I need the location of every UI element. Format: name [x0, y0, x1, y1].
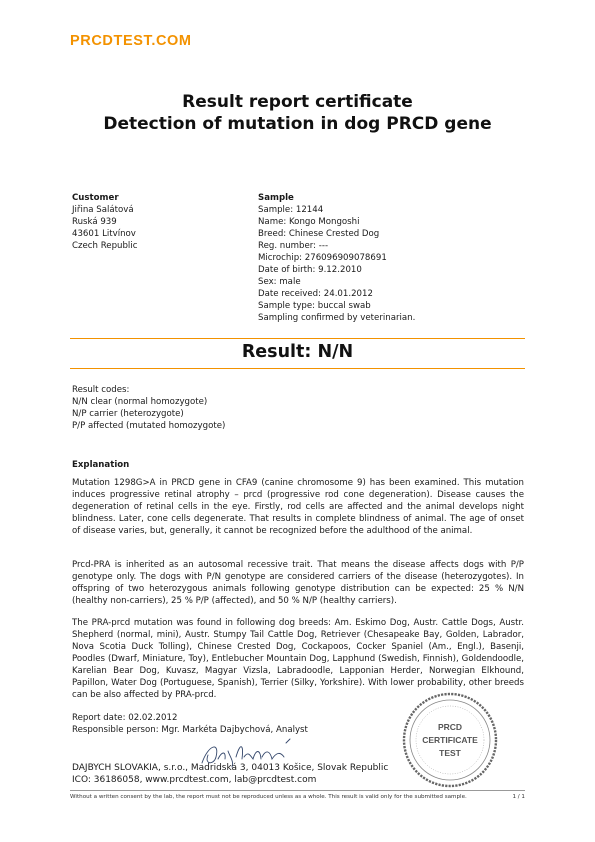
- code-np: N/P carrier (heterozygote): [72, 409, 184, 419]
- customer-street: Ruská 939: [72, 217, 117, 227]
- certificate-stamp: [402, 692, 498, 788]
- stamp-line-2: CERTIFICATE: [422, 735, 478, 745]
- sample-number: Sample: 12144: [258, 205, 324, 215]
- sample-date-of-birth: Date of birth: 9.12.2010: [258, 265, 362, 275]
- sample-label: Sample: [258, 193, 294, 203]
- report-info: [72, 712, 308, 736]
- stamp-line-3: TEST: [439, 748, 461, 758]
- sample-block: [258, 192, 415, 324]
- sample-sex: Sex: male: [258, 277, 301, 287]
- explanation-heading: Explanation: [72, 460, 130, 470]
- explanation-paragraph-1: Mutation 1298G>A in PRCD gene in CFA9 (canine chromosome 9) has been examined. This mutation induces progressive retinal atrophy – prcd (progressive rod cone degeneration). Disease causes the degeneration of retinal cells in the eye. Firstly, rod cells are affected and the animal develops night blindness. Later, cone cells degenerate. That results in complete blindness of animal. The age of onset of disease varies, but, generally, it cannot be recognized before the adulthood of the animal.: [72, 478, 524, 536]
- footer-note: Without a written consent by the lab, the report must not be reproduced unless as a whole. This result is valid only for the submitted sample.: [70, 794, 467, 800]
- sample-microchip: Microchip: 276096909078691: [258, 253, 387, 263]
- code-pp: P/P affected (mutated homozygote): [72, 421, 226, 431]
- customer-block: [72, 192, 137, 252]
- sample-date-received: Date received: 24.01.2012: [258, 289, 373, 299]
- explanation-paragraph-3: The PRA-prcd mutation was found in following dog breeds: Am. Eskimo Dog, Austr. Cattle Dogs, Austr. Shepherd (normal, mini), Austr. Stumpy Tail Cattle Dog, Retriever (Chesapeake Bay, Golden, Labrador, Nova Scotia Duck Tolling), Chinese Crested Dog, Cockapoos, Cocker Spaniel (Am., Engl.), Basenji, Poodles (Dwarf, Miniature, Toy), Entlebucher Mountain Dog, Lapphund (Swedish, Finnish), Goldendoodle, Karelian Bear Dog, Kuvasz, Magyar Vizsla, Labradoodle, Lapponian Herder, Norwegian Elkhound, Papillon, Water Dog (Portuguese, Spanish), Terrier (Silky, Yorkshire). With lower probability, other breeds can be also affected by PRA-prcd.: [72, 618, 524, 700]
- sample-confirmation: Sampling confirmed by veterinarian.: [258, 313, 416, 323]
- stamp-line-1: PRCD: [437, 722, 463, 732]
- page-number: 1 / 1: [512, 794, 525, 800]
- page-title: Result report certificate: [182, 92, 413, 112]
- result-codes-heading: Result codes:: [72, 385, 130, 395]
- customer-country: Czech Republic: [72, 241, 138, 251]
- sample-breed: Breed: Chinese Crested Dog: [258, 229, 380, 239]
- result-divider-bottom: [70, 368, 525, 369]
- explanation-paragraph-2: Prcd-PRA is inherited as an autosomal recessive trait. That means the disease affects dogs with P/P genotype only. The dogs with P/N genotype are considered carriers of the disease (heterozygotes). In offspring of two heterozygous animals following genotype distribution can be expected: 25 % N/N (healthy non-carriers), 25 % P/P (affected), and 50 % N/P (healthy carriers).: [72, 560, 524, 606]
- report-date: Report date: 02.02.2012: [72, 713, 178, 723]
- company-contact: ICO: 36186058, www.prcdtest.com, lab@prcdtest.com: [72, 775, 317, 785]
- responsible-person: Responsible person: Mgr. Markéta Dajbychová, Analyst: [72, 725, 308, 735]
- sample-reg-number: Reg. number: ---: [258, 241, 329, 251]
- sample-name: Name: Kongo Mongoshi: [258, 217, 360, 227]
- customer-name: Jiřina Salátová: [72, 205, 134, 215]
- code-nn: N/N clear (normal homozygote): [72, 397, 208, 407]
- company-info: [72, 762, 388, 786]
- sample-type: Sample type: buccal swab: [258, 301, 371, 311]
- company-address: DAJBYCH SLOVAKIA, s.r.o., Madridská 3, 04013 Košice, Slovak Republic: [72, 763, 389, 773]
- page-subtitle: Detection of mutation in dog PRCD gene: [103, 114, 492, 134]
- result-heading: Result: N/N: [241, 342, 354, 362]
- prcdtest-logo: PRCDTEST.COM: [70, 33, 192, 49]
- footer-divider: [70, 790, 525, 791]
- result-codes: [72, 384, 225, 432]
- customer-city: 43601 Litvínov: [72, 229, 136, 239]
- result-divider-top: [70, 338, 525, 339]
- customer-label: Customer: [72, 193, 119, 203]
- footer: [70, 794, 525, 800]
